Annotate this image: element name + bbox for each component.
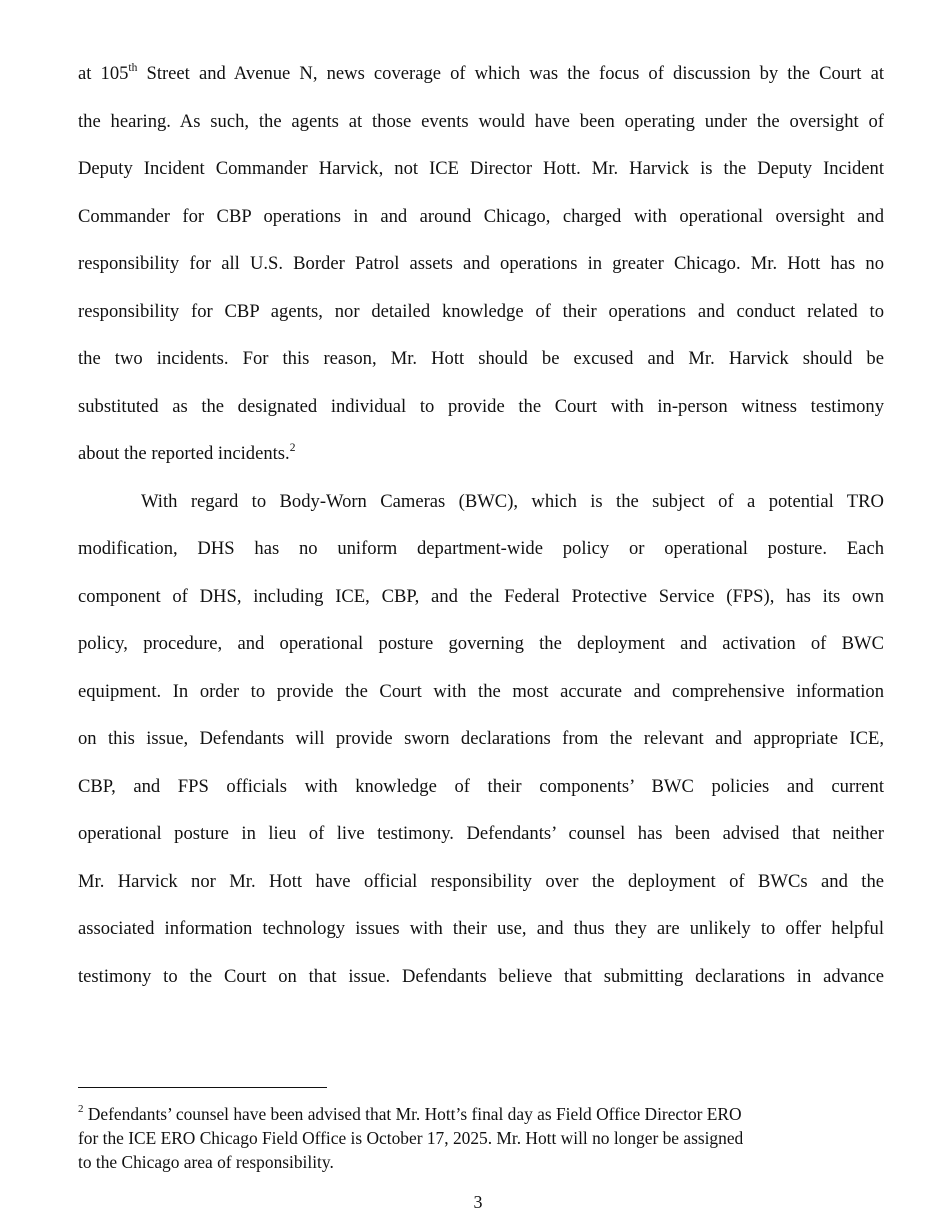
footnote-separator bbox=[78, 1087, 327, 1088]
body-line-1: at 105th Street and Avenue N, news coverage of which was the focus of discussion by the Court at bbox=[78, 61, 884, 84]
body-line-10: With regard to Body-Worn Cameras (BWC), which is the subject of a potential TRO bbox=[141, 491, 884, 512]
body-line-20: testimony to the Court on that issue. Defendants believe that submitting declarations in advance bbox=[78, 966, 884, 987]
body-line-18: Mr. Harvick nor Mr. Hott have official responsibility over the deployment of BWCs and the bbox=[78, 871, 884, 892]
footnote-marker: 2 bbox=[78, 1103, 84, 1116]
body-line-17: operational posture in lieu of live testimony. Defendants’ counsel has been advised that neither bbox=[78, 823, 884, 844]
footnote-reference[interactable]: 2 bbox=[289, 441, 296, 454]
body-line-9: about the reported incidents.$^2$ bbox=[78, 441, 296, 464]
body-line-19: associated information technology issues with their use, and thus they are unlikely to offer helpful bbox=[78, 918, 884, 939]
footnote-line-3: to the Chicago area of responsibility. bbox=[78, 1152, 334, 1172]
body-line-5: responsibility for all U.S. Border Patrol assets and operations in greater Chicago. Mr. Hott has no bbox=[78, 253, 884, 274]
body-line-11: modification, DHS has no uniform department-wide policy or operational posture. Each bbox=[78, 538, 884, 559]
body-line-13: policy, procedure, and operational posture governing the deployment and activation of BWC bbox=[78, 633, 884, 654]
body-line-16: CBP, and FPS officials with knowledge of their components’ BWC policies and current bbox=[78, 776, 884, 797]
body-line-12: component of DHS, including ICE, CBP, and the Federal Protective Service (FPS), has its own bbox=[78, 586, 884, 607]
body-line-15: on this issue, Defendants will provide sworn declarations from the relevant and appropriate ICE, bbox=[78, 728, 884, 749]
body-line-3: Deputy Incident Commander Harvick, not ICE Director Hott. Mr. Harvick is the Deputy Incident bbox=[78, 158, 884, 179]
body-line-4: Commander for CBP operations in and around Chicago, charged with operational oversight and bbox=[78, 206, 884, 227]
body-line-6: responsibility for CBP agents, nor detailed knowledge of their operations and conduct related to bbox=[78, 301, 884, 322]
body-line-14: equipment. In order to provide the Court with the most accurate and comprehensive information bbox=[78, 681, 884, 702]
footnote-line-1: $^2$ Defendants’ counsel have been advised that Mr. Hott’s final day as Field Office Director ERO bbox=[78, 1103, 742, 1124]
body-line-7: the two incidents. For this reason, Mr. Hott should be excused and Mr. Harvick should be bbox=[78, 348, 884, 369]
footnote-line-2: for the ICE ERO Chicago Field Office is October 17, 2025. Mr. Hott will no longer be assigned bbox=[78, 1128, 744, 1148]
page-number: 3 bbox=[473, 1192, 483, 1212]
ordinal-superscript: th bbox=[128, 61, 138, 74]
body-line-8: substituted as the designated individual to provide the Court with in-person witness testimony bbox=[78, 396, 884, 417]
body-line-2: the hearing. As such, the agents at those events would have been operating under the oversight of bbox=[78, 111, 884, 132]
